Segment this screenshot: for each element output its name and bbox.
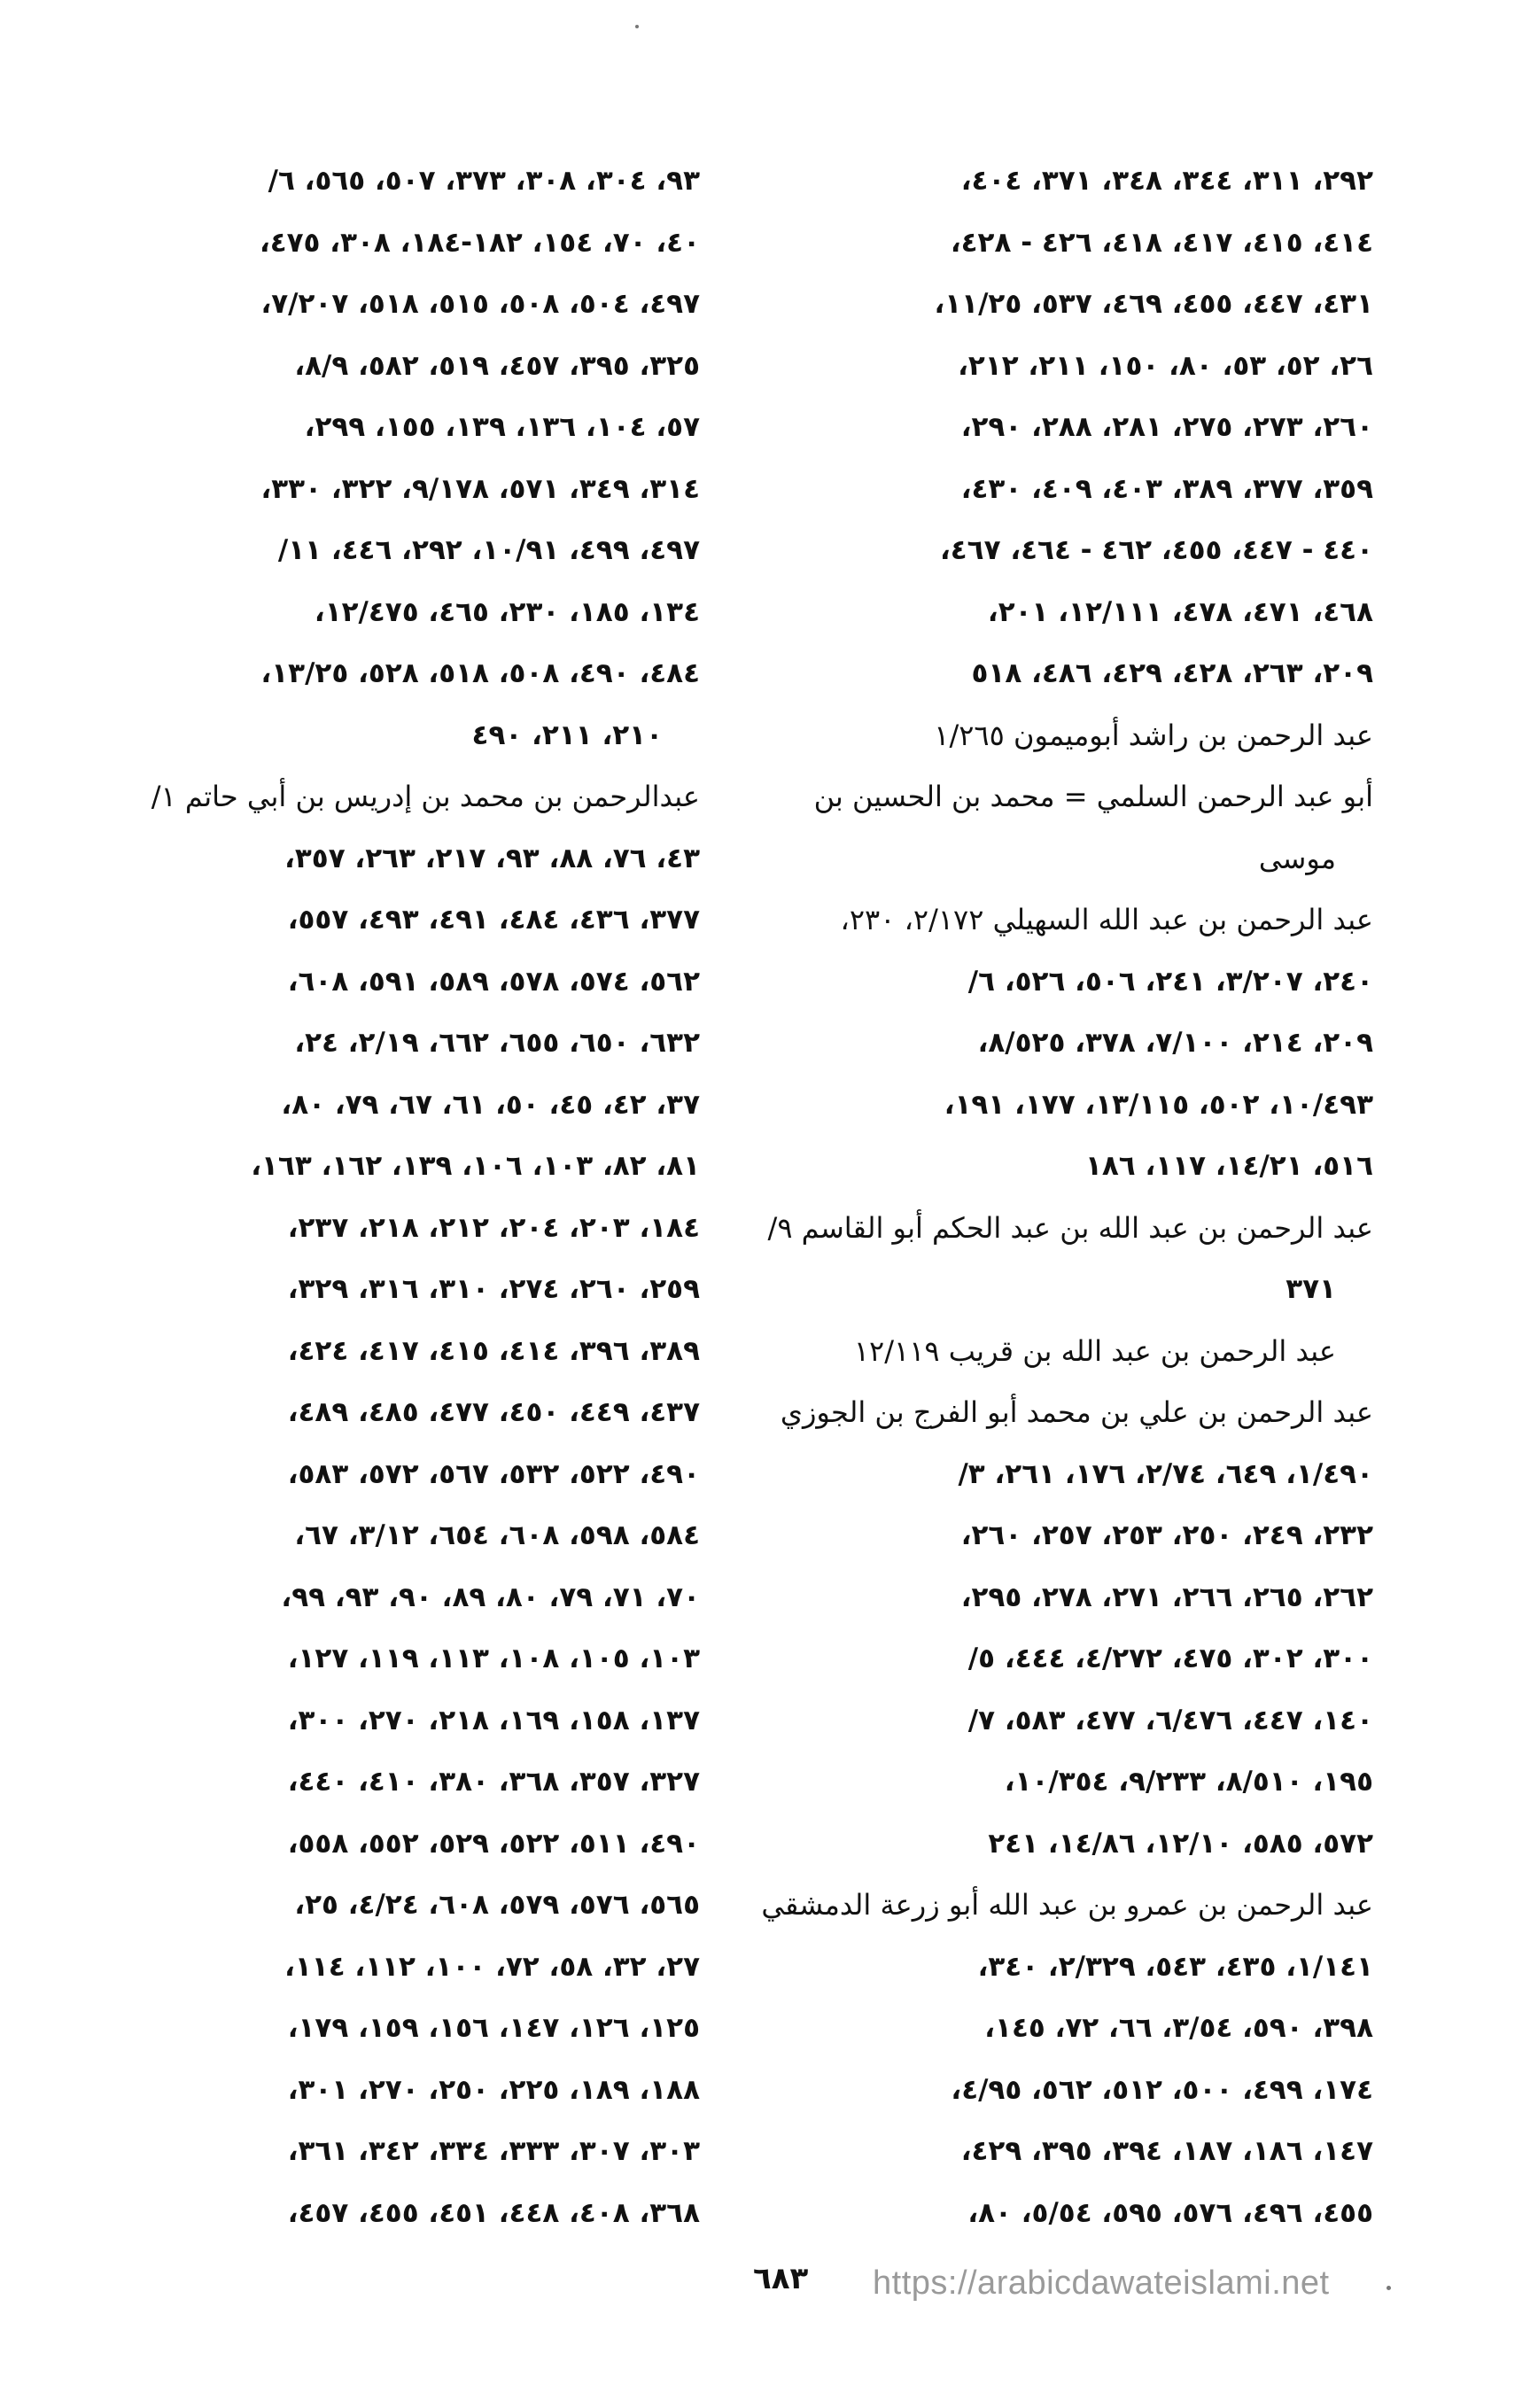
index-entry-heading: عبد الرحمن بن عبد الله السهيلي ٢/١٧٢، ٢٣٠، (840, 903, 1373, 936)
index-entry-heading: عبد الرحمن بن عبد الله بن عبد الحكم أبو القاسم ٩/ (767, 1210, 1373, 1245)
index-entry-line: ٣٠٣، ٣٠٧، ٣٣٣، ٣٣٤، ٣٤٢، ٣٦١، (287, 2135, 700, 2167)
index-entry-line: ١/١٤١، ٤٣٥، ٥٤٣، ٢/٣٢٩، ٣٤٠، (977, 1950, 1373, 1983)
index-entry-line: ٤٠، ٧٠، ١٥٤، ١٨٢-١٨٤، ٣٠٨، ٤٧٥، (259, 226, 700, 259)
index-entry-line: ٦٣٢، ٦٥٠، ٦٥٥، ٦٦٢، ٢/١٩، ٢٤، (294, 1027, 700, 1059)
index-entry-line: ٣٨٩، ٣٩٦، ٤١٤، ٤١٥، ٤١٧، ٤٢٤، (287, 1334, 700, 1367)
index-entry-line: ٥٧٢، ٥٨٥، ١٢/١٠، ١٤/٨٦، ٢٤١ (988, 1827, 1373, 1860)
index-column-left (124, 151, 700, 2244)
index-entry-line: ٤٨٤، ٤٩٠، ٥٠٨، ٥١٨، ٥٢٨، ١٣/٢٥، (260, 657, 700, 689)
index-entry-line: ٩٣، ٣٠٤، ٣٠٨، ٣٧٣، ٥٠٧، ٥٦٥، ٦/ (268, 165, 700, 197)
index-entry-line: ٢٦، ٥٢، ٥٣، ٨٠، ١٥٠، ٢١١، ٢١٢، (958, 349, 1373, 382)
index-entry-line: ٣٢٧، ٣٥٧، ٣٦٨، ٣٨٠، ٤١٠، ٤٤٠، (287, 1766, 700, 1798)
index-entry-line: ١٨٤، ٢٠٣، ٢٠٤، ٢١٢، ٢١٨، ٢٣٧، (287, 1211, 700, 1244)
index-entry-line: ٢٦٠، ٢٧٣، ٢٧٥، ٢٨١، ٢٨٨، ٢٩٠، (960, 411, 1373, 443)
scan-speck (1387, 2286, 1391, 2290)
index-column-right (761, 151, 1373, 2244)
index-entry-line: ١٩٥، ٨/٥١٠، ٩/٢٣٣، ١٠/٣٥٤، (1004, 1766, 1373, 1798)
index-entry-line: ٤١٤، ٤١٥، ٤١٧، ٤١٨، ٤٢٦ - ٤٢٨، (950, 226, 1373, 259)
index-entry-line: ٤٩٧، ٥٠٤، ٥٠٨، ٥١٥، ٥١٨، ٧/٢٠٧، (260, 288, 700, 320)
index-entry-line: ٤٣١، ٤٤٧، ٤٥٥، ٤٦٩، ٥٣٧، ١١/٢٥، (934, 288, 1373, 320)
index-entry-line: ٢٥٩، ٢٦٠، ٢٧٤، ٣١٠، ٣١٦، ٣٢٩، (287, 1273, 700, 1305)
index-entry-line: ١٠٣، ١٠٥، ١٠٨، ١١٣، ١١٩، ١٢٧، (287, 1643, 700, 1674)
index-entry-line: ١٠/٤٩٣، ٥٠٢، ١٣/١١٥، ١٧٧، ١٩١، (944, 1088, 1373, 1121)
index-entry-line: ٢٤٠، ٣/٢٠٧، ٢٤١، ٥٠٦، ٥٢٦، ٦/ (967, 965, 1373, 998)
index-entry-line: ٣١٤، ٣٤٩، ٥٧١، ٩/١٧٨، ٣٢٢، ٣٣٠، (260, 472, 700, 505)
index-entry-line: ٤٩٠، ٥٢٢، ٥٣٢، ٥٦٧، ٥٧٢، ٥٨٣، (287, 1457, 700, 1490)
index-entry-line: ٢١٠، ٢١١، ٤٩٠ (471, 719, 663, 751)
index-entry-line: ٤٥٥، ٤٩٦، ٥٧٦، ٥٩٥، ٥/٥٤، ٨٠، (967, 2196, 1373, 2229)
index-entry-line: ٤٤٠ - ٤٤٧، ٤٥٥، ٤٦٢ - ٤٦٤، ٤٦٧، (939, 534, 1373, 566)
index-entry-line: ١٣٤، ١٨٥، ٢٣٠، ٤٦٥، ١٢/٤٧٥، (314, 595, 700, 628)
page-number: ٦٨٣ (753, 2261, 809, 2296)
index-entry-line: ٣٠٠، ٣٠٢، ٤٧٥، ٤/٢٧٢، ٤٤٤، ٥/ (967, 1643, 1373, 1674)
index-entry-line: ٣٦٨، ٤٠٨، ٤٤٨، ٤٥١، ٤٥٥، ٤٥٧، (287, 2196, 700, 2229)
index-entry-line: ٣٧١ (1286, 1273, 1336, 1305)
index-entry-line: ٥٦٢، ٥٧٤، ٥٧٨، ٥٨٩، ٥٩١، ٦٠٨، (287, 965, 700, 998)
index-entry-heading: عبد الرحمن بن راشد أبوميمون ١/٢٦٥ (934, 718, 1373, 752)
index-entry-line: ٨١، ٨٢، ١٠٣، ١٠٦، ١٣٩، ١٦٢، ١٦٣، (251, 1150, 700, 1182)
watermark-url: https://arabicdawateislami.net (873, 2264, 1330, 2302)
index-entry-line: ٤٣٧، ٤٤٩، ٤٥٠، ٤٧٧، ٤٨٥، ٤٨٩، (287, 1396, 700, 1428)
index-entry-heading: عبدالرحمن بن محمد بن إدريس بن أبي حاتم ١/ (151, 780, 700, 813)
scan-speck (635, 25, 639, 28)
index-entry-line: ٣٧، ٤٢، ٤٥، ٥٠، ٦١، ٦٧، ٧٩، ٨٠، (281, 1088, 700, 1121)
index-entry-heading: عبد الرحمن بن عمرو بن عبد الله أبو زرعة الدمشقي (761, 1888, 1373, 1922)
index-entry-line: ١٣٧، ١٥٨، ١٦٩، ٢١٨، ٢٧٠، ٣٠٠، (287, 1704, 700, 1736)
index-entry-line: ٥٨٤، ٥٩٨، ٦٠٨، ٦٥٤، ٣/١٢، ٦٧، (294, 1519, 700, 1551)
index-entry-heading: عبد الرحمن بن عبد الله بن قريب ١٢/١١٩ (853, 1333, 1336, 1368)
index-entry-line: ٥٦٥، ٥٧٦، ٥٧٩، ٦٠٨، ٤/٢٤، ٢٥، (294, 1889, 700, 1921)
index-entry-line: ٤٩٠، ٥١١، ٥٢٢، ٥٢٩، ٥٥٢، ٥٥٨، (287, 1827, 700, 1860)
index-entry-line: ٥١٦، ١٤/٢١، ١١٧، ١٨٦ (1084, 1150, 1373, 1182)
index-entry-line: ٤٦٨، ٤٧١، ٤٧٨، ١٢/١١١، ٢٠١، (987, 595, 1373, 628)
index-entry-line: ٧٠، ٧١، ٧٩، ٨٠، ٨٩، ٩٠، ٩٣، ٩٩، (281, 1581, 700, 1613)
index-entry-line: ٢٧، ٣٢، ٥٨، ٧٢، ١٠٠، ١١٢، ١١٤، (284, 1950, 700, 1983)
index-entry-line: ١/٤٩٠، ٦٤٩، ٢/٧٤، ١٧٦، ٢٦١، ٣/ (958, 1457, 1373, 1490)
index-entry-line: ٤٣، ٧٦، ٨٨، ٩٣، ٢١٧، ٢٦٣، ٣٥٧، (284, 842, 700, 874)
index-entry-line: ٢٦٢، ٢٦٥، ٢٦٦، ٢٧١، ٢٧٨، ٢٩٥، (960, 1581, 1373, 1613)
index-entry-line: ١٨٨، ١٨٩، ٢٢٥، ٢٥٠، ٢٧٠، ٣٠١، (287, 2073, 700, 2106)
index-entry-line: ٣٢٥، ٣٩٥، ٤٥٧، ٥١٩، ٥٨٢، ٨/٩، (294, 349, 700, 382)
index-entry-line: ١٧٤، ٤٩٩، ٥٠٠، ٥١٢، ٥٦٢، ٤/٩٥، (951, 2073, 1373, 2106)
index-entry-line: ٣٩٨، ٥٩٠، ٣/٥٤، ٦٦، ٧٢، ١٤٥، (984, 2012, 1373, 2044)
index-entry-line: ٥٧، ١٠٤، ١٣٦، ١٣٩، ١٥٥، ٢٩٩، (304, 411, 700, 443)
index-entry-line: ٢٩٢، ٣١١، ٣٤٤، ٣٤٨، ٣٧١، ٤٠٤، (960, 165, 1373, 197)
index-entry-heading: أبو عبد الرحمن السلمي = محمد بن الحسين بن (813, 780, 1373, 813)
index-entry-line: ٤٩٧، ٤٩٩، ١٠/٩١، ٢٩٢، ٤٤٦، ١١/ (277, 534, 700, 566)
index-entry-line: ٢٣٢، ٢٤٩، ٢٥٠، ٢٥٣، ٢٥٧، ٢٦٠، (960, 1519, 1373, 1551)
index-entry-line: ١٤٧، ١٨٦، ١٨٧، ٣٩٤، ٣٩٥، ٤٢٩، (960, 2135, 1373, 2167)
index-entry-line: ٣٧٧، ٤٣٦، ٤٨٤، ٤٩١، ٤٩٣، ٥٥٧، (287, 904, 700, 936)
index-entry-line: ١٢٥، ١٢٦، ١٤٧، ١٥٦، ١٥٩، ١٧٩، (287, 2012, 700, 2044)
index-entry-line: ٣٥٩، ٣٧٧، ٣٨٩، ٤٠٣، ٤٠٩، ٤٣٠، (960, 472, 1373, 505)
index-entry-heading: عبد الرحمن بن علي بن محمد أبو الفرج بن الجوزي (780, 1395, 1373, 1429)
index-entry-line: ١٤٠، ٤٤٧، ٦/٤٧٦، ٤٧٧، ٥٨٣، ٧/ (967, 1704, 1373, 1736)
index-entry-heading: موسى (1258, 841, 1336, 875)
index-entry-line: ٢٠٩، ٢٦٣، ٤٢٨، ٤٢٩، ٤٨٦، ٥١٨ (971, 657, 1373, 689)
index-entry-line: ٢٠٩، ٢١٤، ٧/١٠٠، ٣٧٨، ٨/٥٢٥، (977, 1027, 1373, 1059)
